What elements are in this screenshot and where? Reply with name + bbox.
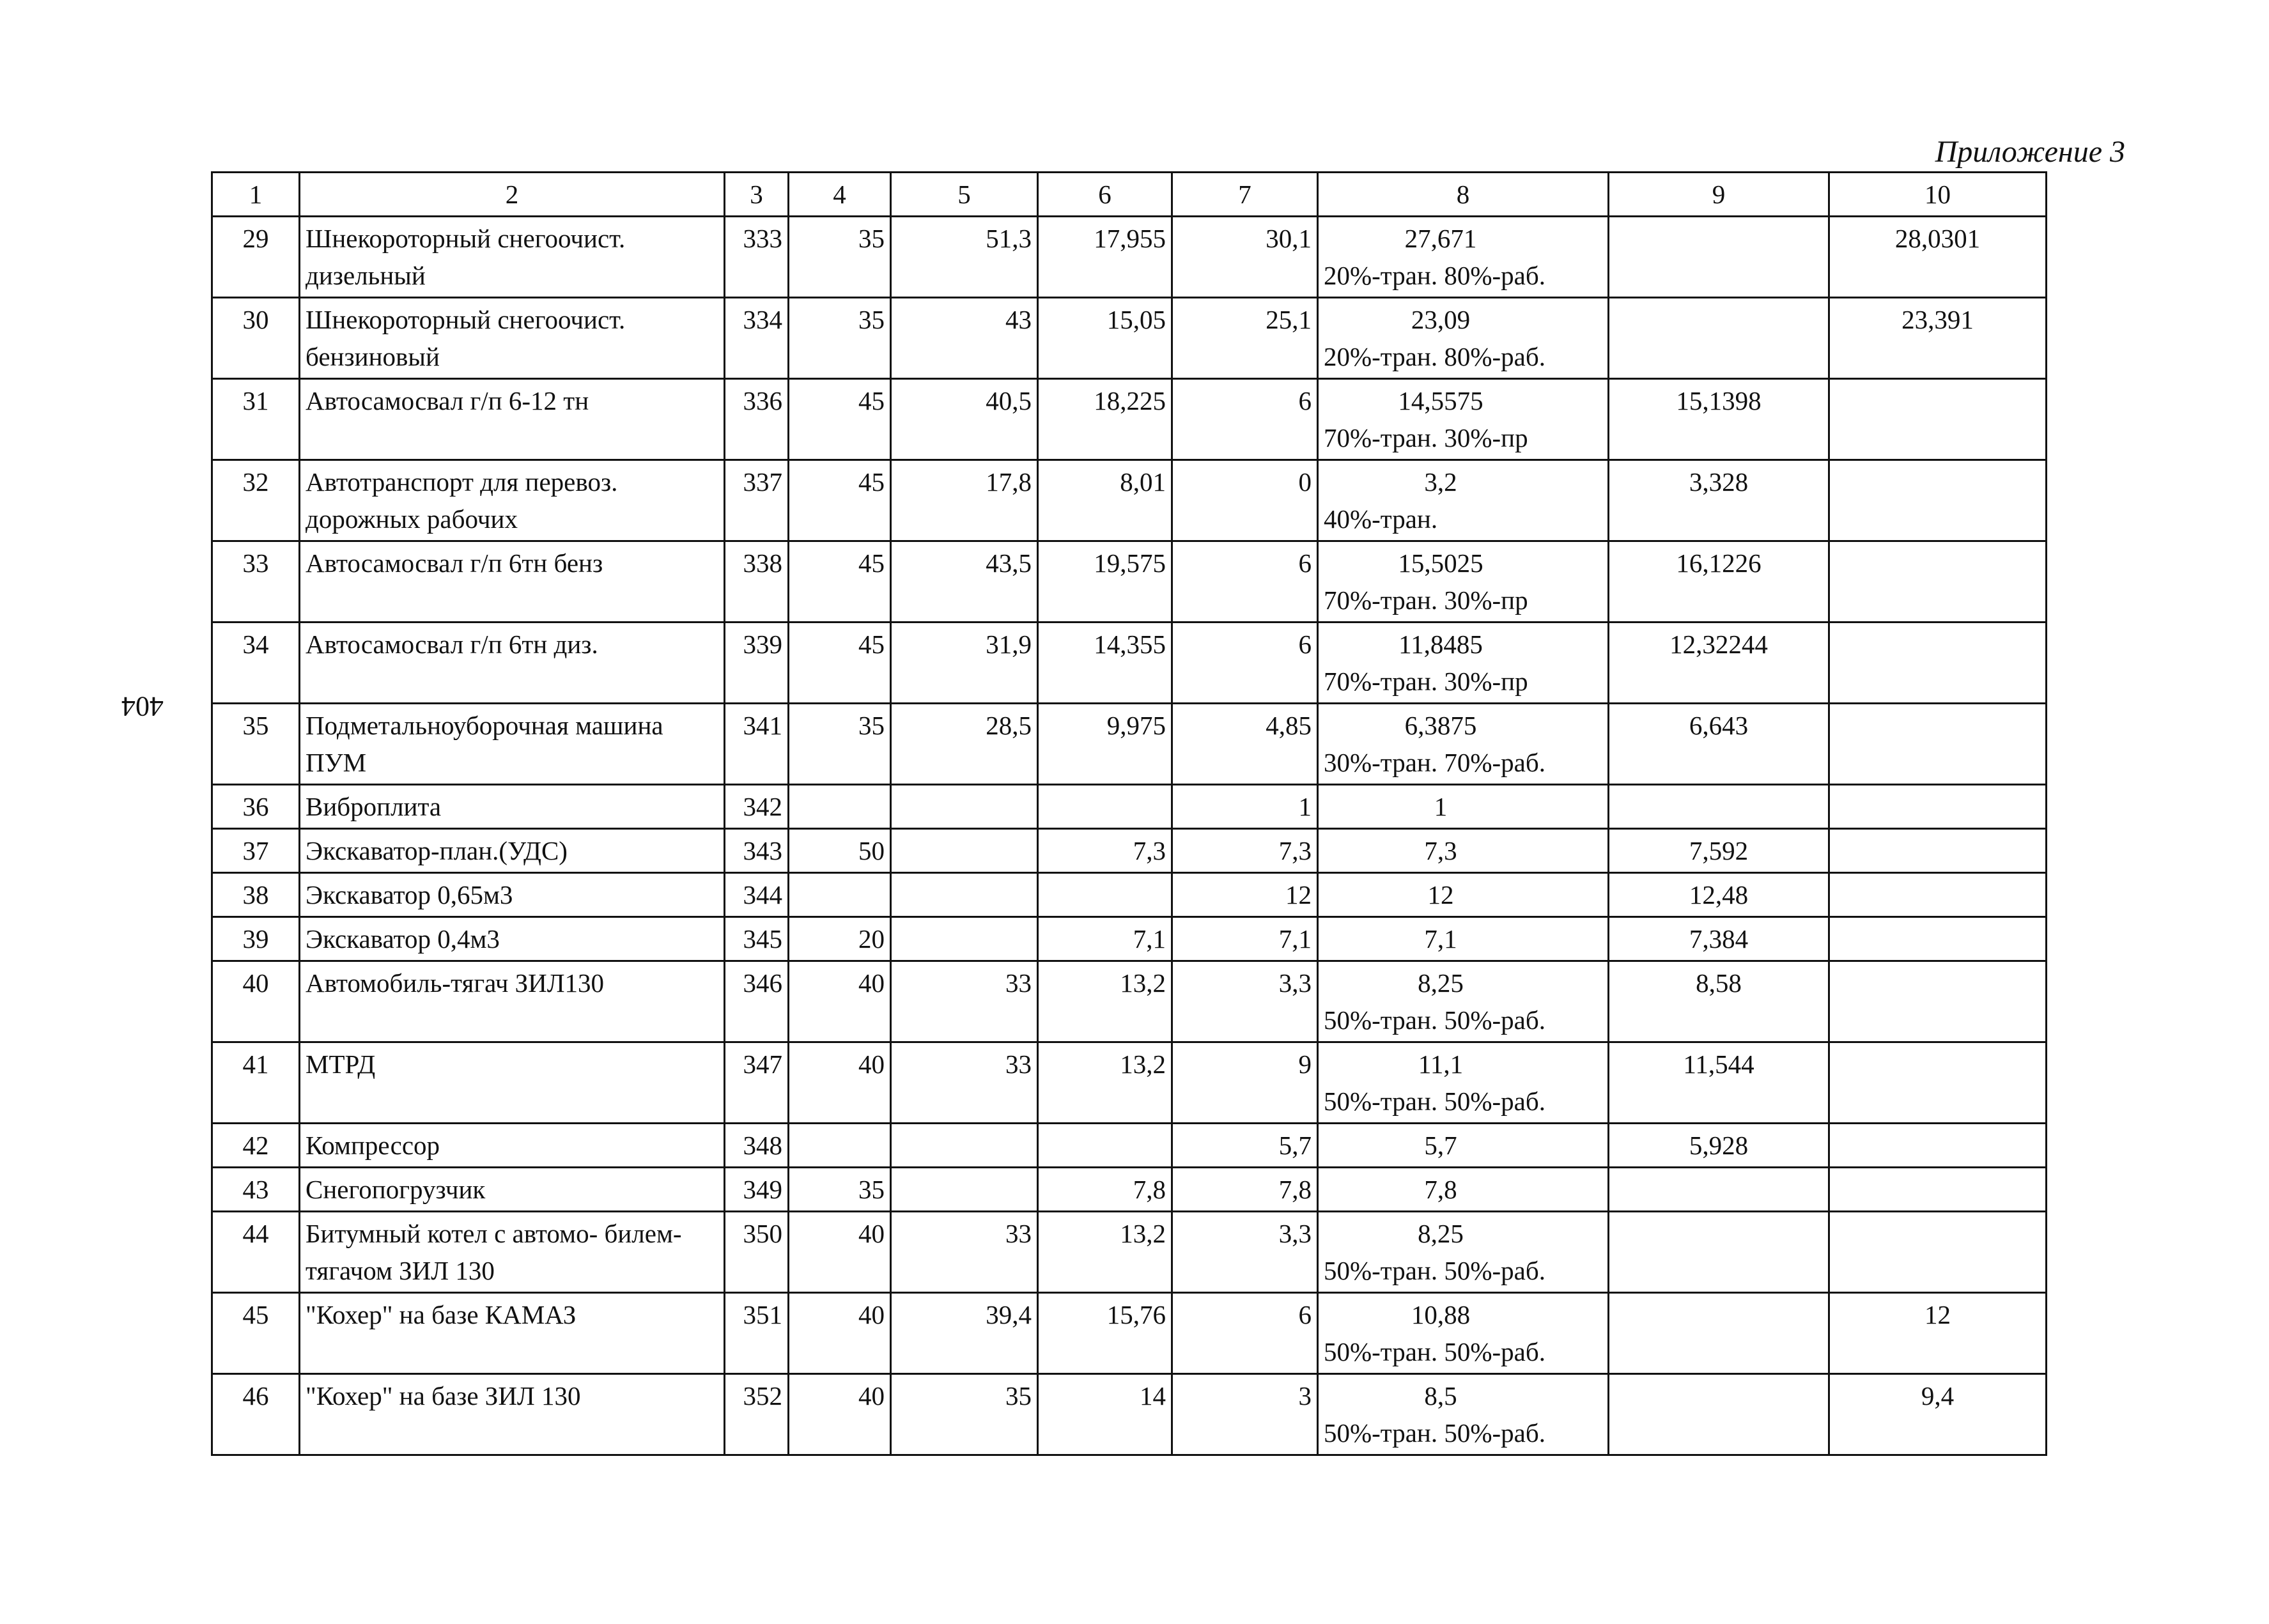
cell-col8 (1318, 1042, 1609, 1124)
cell-col10: 9,4 (1829, 1374, 2047, 1455)
cell-col8 (1318, 829, 1609, 873)
cell-col8 (1318, 1124, 1609, 1168)
cell-col4 (789, 785, 891, 829)
row-number: 29 (212, 217, 300, 298)
cell-col5 (891, 1124, 1038, 1168)
col8-split-note: 70%-тран. 30%-пр (1324, 423, 1528, 452)
cell-col6: 7,8 (1038, 1168, 1172, 1212)
row-number: 38 (212, 873, 300, 917)
header-cell: 3 (725, 173, 789, 217)
row-name: Подметальноуборочная машина ПУМ (300, 704, 725, 785)
cell-col5 (891, 917, 1038, 961)
col8-value: 3,2 (1424, 467, 1457, 497)
col8-split-note: 50%-тран. 50%-раб. (1324, 1256, 1545, 1285)
cell-col4: 45 (789, 460, 891, 541)
col8-value: 15,5025 (1398, 548, 1483, 578)
table-row (212, 541, 2047, 623)
table-row (212, 1212, 2047, 1293)
cell-col5 (891, 785, 1038, 829)
col8-split-note: 70%-тран. 30%-пр (1324, 667, 1528, 696)
cell-col4: 50 (789, 829, 891, 873)
cell-col7: 7,8 (1172, 1168, 1318, 1212)
col8-split-note: 30%-тран. 70%-раб. (1324, 748, 1545, 777)
cell-col5: 40,5 (891, 379, 1038, 460)
col8-value: 7,1 (1424, 924, 1457, 954)
cell-col6: 7,1 (1038, 917, 1172, 961)
cell-col4: 40 (789, 961, 891, 1042)
col8-value: 12 (1427, 880, 1454, 909)
cell-col4: 35 (789, 704, 891, 785)
cell-col3: 344 (725, 873, 789, 917)
cell-col6: 15,76 (1038, 1293, 1172, 1374)
page-number: 404 (121, 691, 164, 722)
row-name: Шнекороторный снегоочист. бензиновый (300, 298, 725, 379)
cell-col5: 17,8 (891, 460, 1038, 541)
table-row (212, 379, 2047, 460)
col8-value: 8,25 (1418, 1219, 1464, 1248)
cell-col3: 351 (725, 1293, 789, 1374)
cell-col9 (1609, 785, 1829, 829)
cell-col6: 19,575 (1038, 541, 1172, 623)
col8-value: 23,09 (1411, 305, 1471, 334)
cell-col9: 3,328 (1609, 460, 1829, 541)
cell-col6: 7,3 (1038, 829, 1172, 873)
cell-col7: 6 (1172, 1293, 1318, 1374)
cell-col6: 13,2 (1038, 1042, 1172, 1124)
col8-value: 7,3 (1424, 836, 1457, 865)
cell-col4 (789, 1124, 891, 1168)
row-number: 34 (212, 623, 300, 704)
cell-col3: 349 (725, 1168, 789, 1212)
cell-col7: 5,7 (1172, 1124, 1318, 1168)
cell-col8 (1318, 379, 1609, 460)
col8-value: 27,671 (1404, 224, 1477, 253)
cell-col10: 23,391 (1829, 298, 2047, 379)
cell-col10 (1829, 704, 2047, 785)
cell-col5 (891, 1168, 1038, 1212)
cell-col7: 4,85 (1172, 704, 1318, 785)
cell-col9: 7,592 (1609, 829, 1829, 873)
col8-split-note: 50%-тран. 50%-раб. (1324, 1087, 1545, 1116)
cell-col5: 43,5 (891, 541, 1038, 623)
row-name: Экскаватор 0,65м3 (300, 873, 725, 917)
cell-col8 (1318, 217, 1609, 298)
cell-col5: 33 (891, 961, 1038, 1042)
cell-col9 (1609, 1212, 1829, 1293)
row-number: 40 (212, 961, 300, 1042)
row-number: 46 (212, 1374, 300, 1455)
cell-col5: 33 (891, 1212, 1038, 1293)
table-row (212, 1042, 2047, 1124)
cell-col9: 12,32244 (1609, 623, 1829, 704)
cell-col8 (1318, 785, 1609, 829)
cell-col5: 33 (891, 1042, 1038, 1124)
table-row (212, 1168, 2047, 1212)
cell-col5: 28,5 (891, 704, 1038, 785)
cell-col10: 28,0301 (1829, 217, 2047, 298)
cell-col8 (1318, 961, 1609, 1042)
cell-col6: 9,975 (1038, 704, 1172, 785)
cell-col3: 350 (725, 1212, 789, 1293)
header-cell: 5 (891, 173, 1038, 217)
table-row (212, 298, 2047, 379)
row-number: 32 (212, 460, 300, 541)
cell-col6 (1038, 785, 1172, 829)
row-name: Автосамосвал г/п 6тн диз. (300, 623, 725, 704)
cell-col3: 352 (725, 1374, 789, 1455)
cell-col7: 6 (1172, 623, 1318, 704)
table-row (212, 1374, 2047, 1455)
cell-col6: 14 (1038, 1374, 1172, 1455)
cell-col9 (1609, 1293, 1829, 1374)
table-row (212, 961, 2047, 1042)
cell-col4: 45 (789, 541, 891, 623)
cell-col3: 343 (725, 829, 789, 873)
row-name: Экскаватор-план.(УДС) (300, 829, 725, 873)
row-number: 44 (212, 1212, 300, 1293)
cell-col8 (1318, 623, 1609, 704)
cell-col9: 11,544 (1609, 1042, 1829, 1124)
cell-col10 (1829, 460, 2047, 541)
table-row (212, 623, 2047, 704)
cell-col4: 35 (789, 217, 891, 298)
table-row (212, 217, 2047, 298)
table-row (212, 704, 2047, 785)
row-name: Виброплита (300, 785, 725, 829)
cell-col7: 7,3 (1172, 829, 1318, 873)
row-name: "Кохер" на базе КАМАЗ (300, 1293, 725, 1374)
cell-col8 (1318, 873, 1609, 917)
cell-col9 (1609, 1374, 1829, 1455)
col8-split-note: 70%-тран. 30%-пр (1324, 585, 1528, 615)
cell-col9: 5,928 (1609, 1124, 1829, 1168)
cell-col6: 8,01 (1038, 460, 1172, 541)
appendix-label: Приложение 3 (1935, 135, 2125, 169)
cell-col8 (1318, 1168, 1609, 1212)
row-name: Автосамосвал г/п 6тн бенз (300, 541, 725, 623)
col8-value: 11,1 (1418, 1049, 1464, 1079)
col8-value: 1 (1434, 792, 1448, 821)
cell-col7: 6 (1172, 379, 1318, 460)
row-number: 30 (212, 298, 300, 379)
cell-col10 (1829, 1212, 2047, 1293)
cell-col6: 13,2 (1038, 1212, 1172, 1293)
cell-col8 (1318, 1212, 1609, 1293)
cell-col4: 35 (789, 1168, 891, 1212)
col8-split-note: 50%-тран. 50%-раб. (1324, 1005, 1545, 1035)
cell-col4: 40 (789, 1042, 891, 1124)
cell-col9: 15,1398 (1609, 379, 1829, 460)
cell-col10 (1829, 1124, 2047, 1168)
row-number: 35 (212, 704, 300, 785)
cell-col7: 7,1 (1172, 917, 1318, 961)
cell-col7: 30,1 (1172, 217, 1318, 298)
cell-col4: 20 (789, 917, 891, 961)
cell-col5: 35 (891, 1374, 1038, 1455)
cell-col7: 3 (1172, 1374, 1318, 1455)
cell-col7: 1 (1172, 785, 1318, 829)
header-cell: 4 (789, 173, 891, 217)
cell-col3: 347 (725, 1042, 789, 1124)
cell-col9: 8,58 (1609, 961, 1829, 1042)
cell-col10 (1829, 1168, 2047, 1212)
header-cell: 7 (1172, 173, 1318, 217)
cell-col3: 348 (725, 1124, 789, 1168)
row-number: 41 (212, 1042, 300, 1124)
cell-col7: 3,3 (1172, 961, 1318, 1042)
cell-col3: 333 (725, 217, 789, 298)
cell-col3: 336 (725, 379, 789, 460)
cell-col10 (1829, 623, 2047, 704)
cell-col8 (1318, 1374, 1609, 1455)
row-number: 39 (212, 917, 300, 961)
cell-col3: 337 (725, 460, 789, 541)
cell-col10 (1829, 917, 2047, 961)
cell-col4 (789, 873, 891, 917)
cell-col4: 45 (789, 623, 891, 704)
table-row (212, 460, 2047, 541)
header-cell: 9 (1609, 173, 1829, 217)
row-name: Автомобиль-тягач ЗИЛ130 (300, 961, 725, 1042)
cell-col4: 45 (789, 379, 891, 460)
table-row (212, 917, 2047, 961)
data-table (211, 171, 2047, 1456)
col8-split-note: 50%-тран. 50%-раб. (1324, 1418, 1545, 1448)
col8-split-note: 20%-тран. 80%-раб. (1324, 342, 1545, 371)
cell-col7: 25,1 (1172, 298, 1318, 379)
cell-col7: 9 (1172, 1042, 1318, 1124)
cell-col4: 35 (789, 298, 891, 379)
row-name: Снегопогрузчик (300, 1168, 725, 1212)
cell-col6: 17,955 (1038, 217, 1172, 298)
col8-split-note: 40%-тран. (1324, 504, 1438, 534)
cell-col4: 40 (789, 1293, 891, 1374)
header-cell: 6 (1038, 173, 1172, 217)
row-name: Битумный котел с автомо- билем-тягачом ЗИЛ 130 (300, 1212, 725, 1293)
cell-col6 (1038, 873, 1172, 917)
col8-value: 11,8485 (1398, 630, 1483, 659)
cell-col8 (1318, 460, 1609, 541)
cell-col10 (1829, 961, 2047, 1042)
cell-col4: 40 (789, 1212, 891, 1293)
cell-col3: 334 (725, 298, 789, 379)
cell-col3: 346 (725, 961, 789, 1042)
cell-col3: 339 (725, 623, 789, 704)
cell-col5 (891, 829, 1038, 873)
cell-col5: 43 (891, 298, 1038, 379)
cell-col9 (1609, 217, 1829, 298)
cell-col6: 15,05 (1038, 298, 1172, 379)
cell-col10: 12 (1829, 1293, 2047, 1374)
header-cell: 10 (1829, 173, 2047, 217)
row-number: 42 (212, 1124, 300, 1168)
cell-col10 (1829, 785, 2047, 829)
cell-col9: 7,384 (1609, 917, 1829, 961)
cell-col5: 51,3 (891, 217, 1038, 298)
col8-value: 7,8 (1424, 1175, 1457, 1204)
cell-col6: 13,2 (1038, 961, 1172, 1042)
cell-col10 (1829, 829, 2047, 873)
row-number: 33 (212, 541, 300, 623)
col8-value: 5,7 (1424, 1131, 1457, 1160)
cell-col9: 12,48 (1609, 873, 1829, 917)
cell-col8 (1318, 704, 1609, 785)
cell-col10 (1829, 541, 2047, 623)
row-number: 37 (212, 829, 300, 873)
cell-col9 (1609, 298, 1829, 379)
cell-col7: 0 (1172, 460, 1318, 541)
col8-value: 10,88 (1411, 1300, 1471, 1329)
row-name: Компрессор (300, 1124, 725, 1168)
row-name: Шнекороторный снегоочист. дизельный (300, 217, 725, 298)
cell-col9: 6,643 (1609, 704, 1829, 785)
cell-col9: 16,1226 (1609, 541, 1829, 623)
cell-col5: 39,4 (891, 1293, 1038, 1374)
cell-col10 (1829, 379, 2047, 460)
cell-col6: 18,225 (1038, 379, 1172, 460)
row-number: 31 (212, 379, 300, 460)
row-name: МТРД (300, 1042, 725, 1124)
cell-col3: 338 (725, 541, 789, 623)
col8-value: 8,5 (1424, 1381, 1457, 1411)
cell-col7: 3,3 (1172, 1212, 1318, 1293)
cell-col8 (1318, 298, 1609, 379)
row-name: Экскаватор 0,4м3 (300, 917, 725, 961)
table-row (212, 873, 2047, 917)
row-name: "Кохер" на базе ЗИЛ 130 (300, 1374, 725, 1455)
row-name: Автосамосвал г/п 6-12 тн (300, 379, 725, 460)
col8-split-note: 20%-тран. 80%-раб. (1324, 261, 1545, 290)
row-number: 36 (212, 785, 300, 829)
row-number: 43 (212, 1168, 300, 1212)
table-row (212, 785, 2047, 829)
cell-col10 (1829, 873, 2047, 917)
cell-col8 (1318, 541, 1609, 623)
cell-col6: 14,355 (1038, 623, 1172, 704)
row-number: 45 (212, 1293, 300, 1374)
header-cell: 1 (212, 173, 300, 217)
cell-col8 (1318, 917, 1609, 961)
header-cell: 2 (300, 173, 725, 217)
cell-col4: 40 (789, 1374, 891, 1455)
col8-split-note: 50%-тран. 50%-раб. (1324, 1337, 1545, 1366)
table-row (212, 829, 2047, 873)
table-row (212, 1293, 2047, 1374)
cell-col8 (1318, 1293, 1609, 1374)
cell-col7: 12 (1172, 873, 1318, 917)
cell-col3: 342 (725, 785, 789, 829)
col8-value: 8,25 (1418, 968, 1464, 998)
header-row (212, 173, 2047, 217)
cell-col6 (1038, 1124, 1172, 1168)
table-row (212, 1124, 2047, 1168)
cell-col9 (1609, 1168, 1829, 1212)
cell-col3: 341 (725, 704, 789, 785)
row-name: Автотранспорт для перевоз. дорожных рабочих (300, 460, 725, 541)
cell-col10 (1829, 1042, 2047, 1124)
cell-col5 (891, 873, 1038, 917)
cell-col7: 6 (1172, 541, 1318, 623)
cell-col5: 31,9 (891, 623, 1038, 704)
col8-value: 6,3875 (1404, 711, 1477, 740)
col8-value: 14,5575 (1398, 386, 1483, 415)
header-cell: 8 (1318, 173, 1609, 217)
cell-col3: 345 (725, 917, 789, 961)
